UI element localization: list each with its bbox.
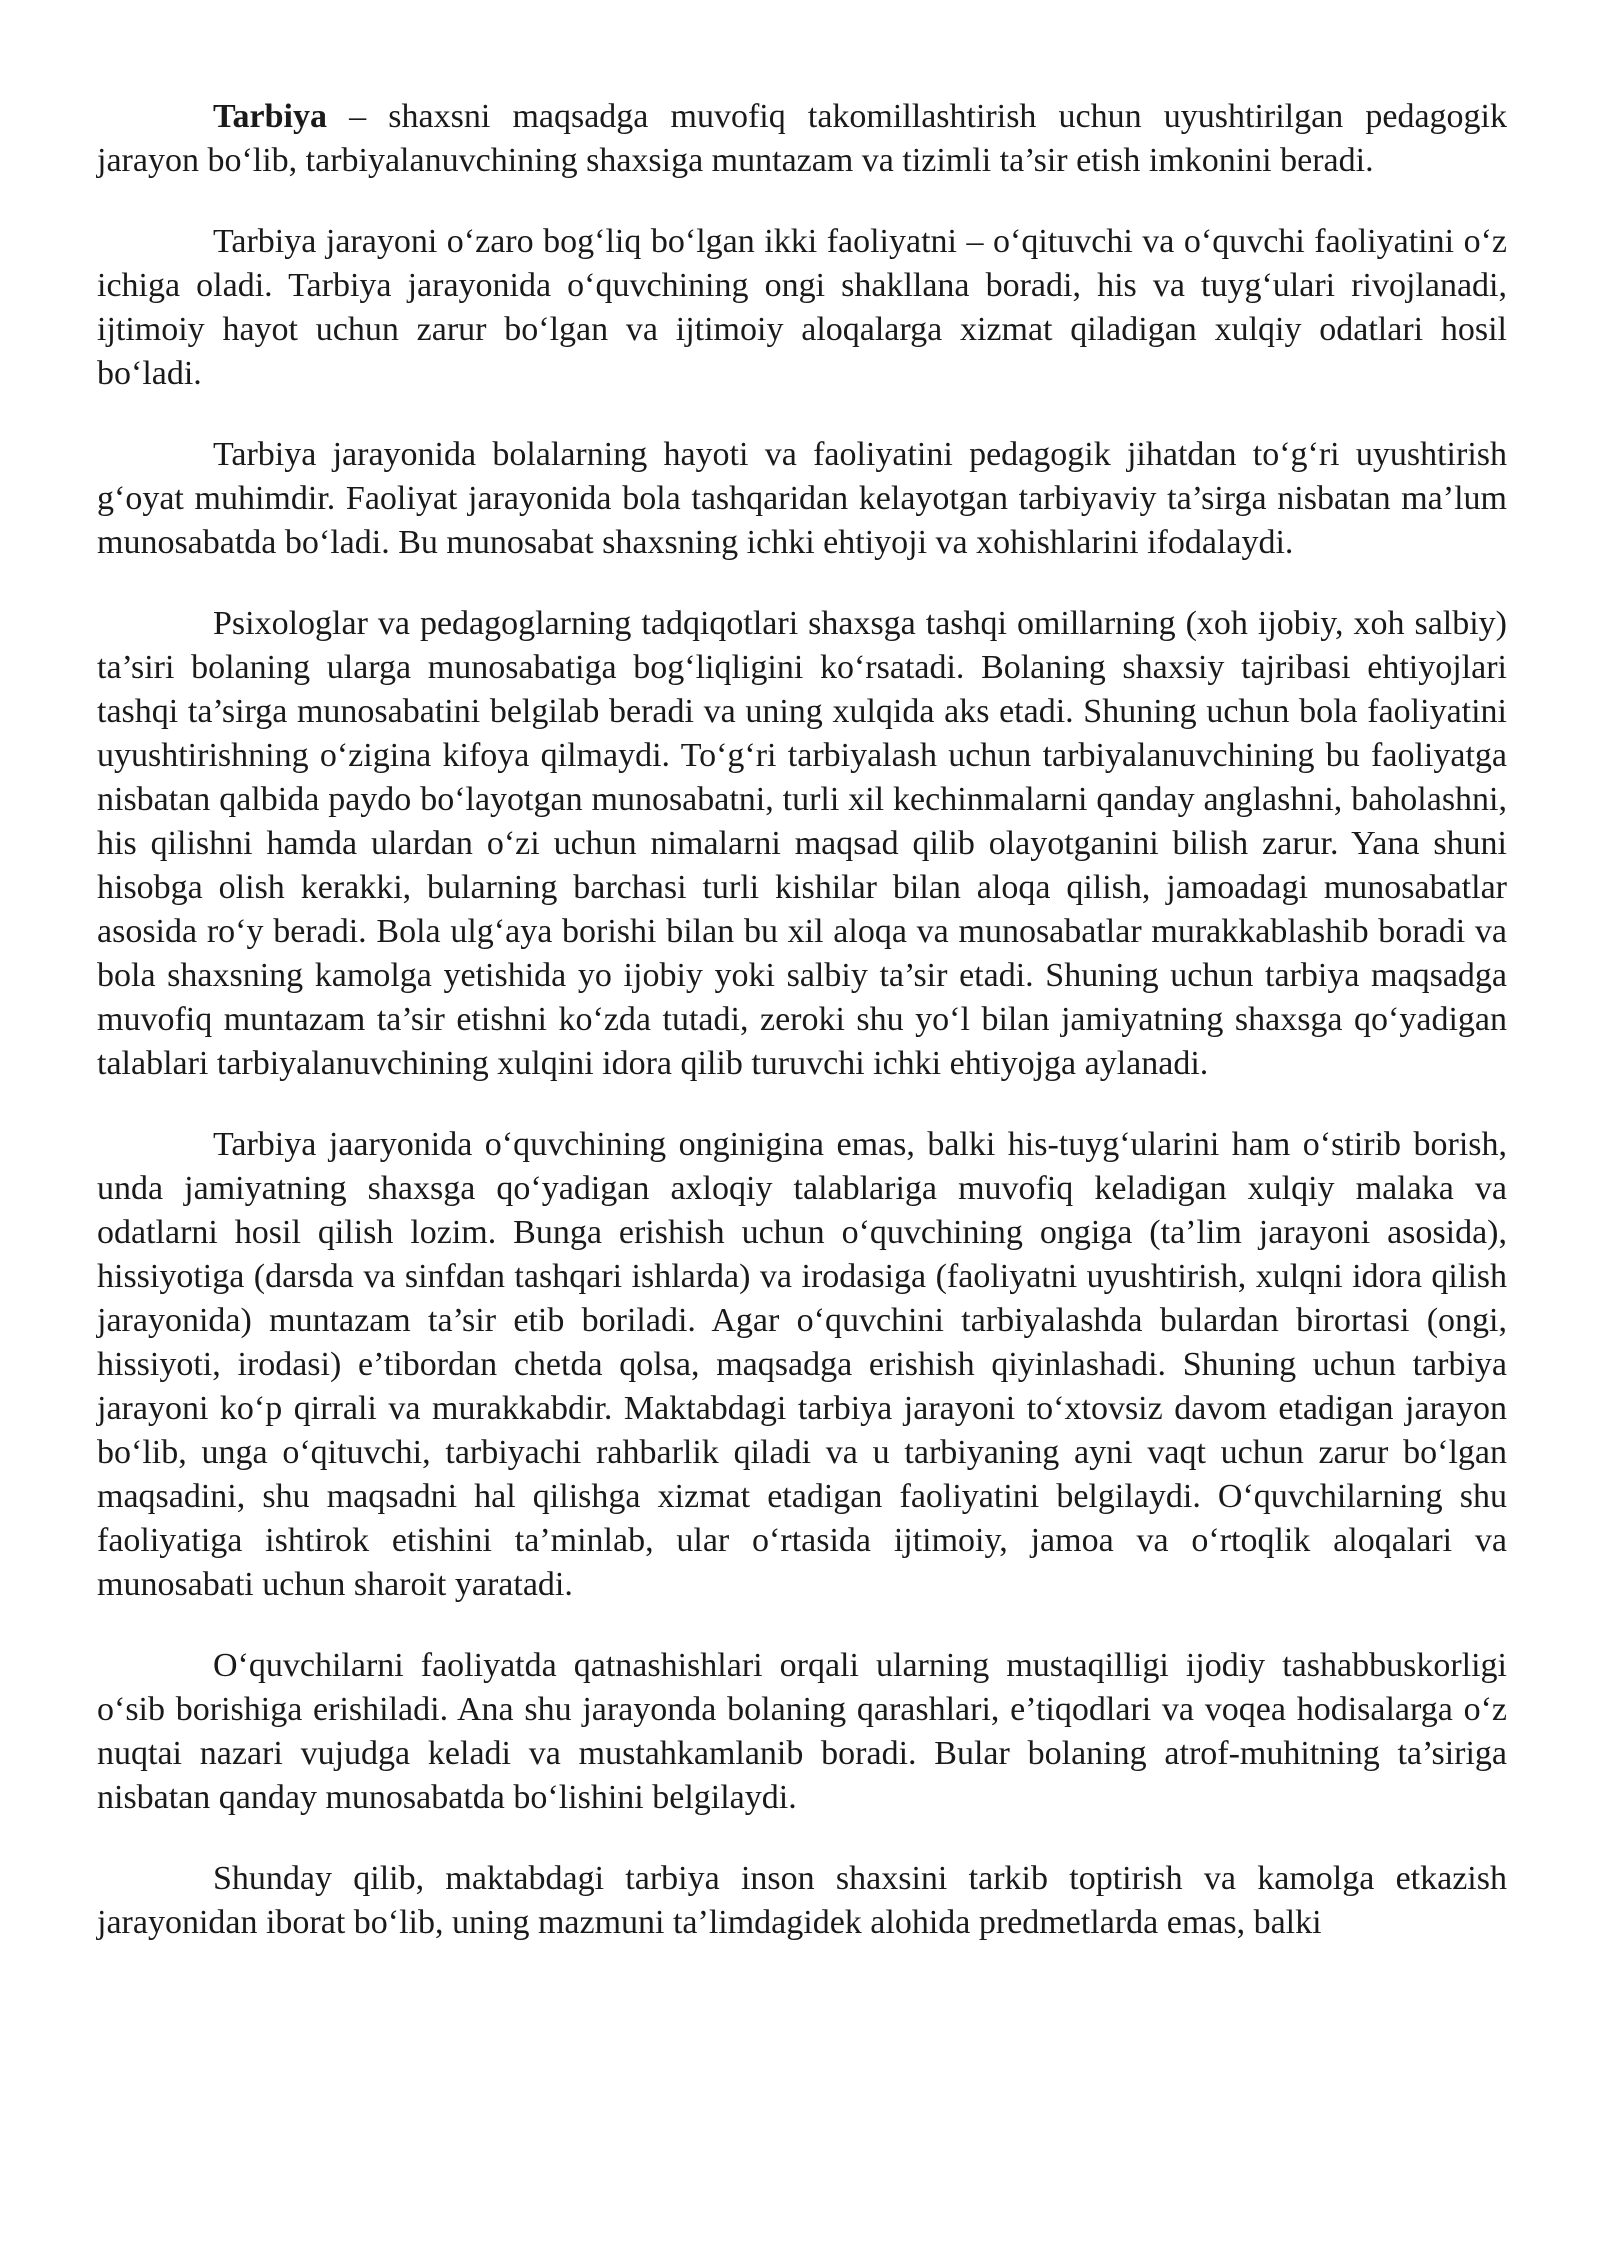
paragraph-5: O‘quvchilarni faoliyatda qatnashishlari orqali ularning mustaqilligi ijodiy tashabbuskorligi o‘sib borishiga erishiladi. Ana shu jarayonda bolaning qarashlari, e’tiqodlari va voqea hodisalarga o‘z nuqtai nazari vujudga keladi va mustahkamlanib boradi. Bular bolaning atrof-muhitning ta’siriga nisbatan qanday munosabatda bo‘lishini belgilaydi. <box>97 1647 1507 1816</box>
term-tarbiya: Tarbiya <box>213 98 328 135</box>
paragraph-1: Tarbiya jarayoni o‘zaro bog‘liq bo‘lgan ikki faoliyatni – o‘qituvchi va o‘quvchi faoliyatini o‘z ichiga oladi. Tarbiya jarayonida o‘quvchining ongi shakllana boradi, his va tuyg‘ulari rivojlanadi, ijtimoiy hayot uchun zarur bo‘lgan va ijtimoiy aloqalarga xizmat qiladigan xulqiy odatlari hosil bo‘ladi. <box>97 223 1507 392</box>
intro-definition: – shaxsni maqsadga muvofiq takomillashtirish uchun uyushtirilgan pedagogik jarayon bo‘lib, tarbiyalanuvchining shaxsiga muntazam va tizimli ta’sir etish imkonini beradi. <box>97 98 1507 179</box>
document-page <box>97 95 1507 1982</box>
paragraph-intro <box>97 95 1507 183</box>
paragraph-4: Tarbiya jaaryonida o‘quvchining onginigina emas, balki his-tuyg‘ularini ham o‘stirib borish, unda jamiyatning shaxsga qo‘yadigan axloqiy talablariga muvofiq keladigan xulqiy malaka va odatlarni hosil qilish lozim. Bunga erishish uchun o‘quvchining ongiga (ta’lim jarayoni asosida), hissiyotiga (darsda va sinfdan tashqari ishlarda) va irodasiga (faoliyatni uyushtirish, xulqni idora qilish jarayonida) muntazam ta’sir etib boriladi. Agar o‘quvchini tarbiyalashda bulardan birortasi (ongi, hissiyoti, irodasi) e’tibordan chetda qolsa, maqsadga erishish qiyinlashadi. Shuning uchun tarbiya jarayoni ko‘p qirrali va murakkabdir. Maktabdagi tarbiya jarayoni to‘xtovsiz davom etadigan jarayon bo‘lib, unga o‘qituvchi, tarbiyachi rahbarlik qiladi va u tarbiyaning ayni vaqt uchun zarur bo‘lgan maqsadini, shu maqsadni hal qilishga xizmat etadigan faoliyatini belgilaydi. O‘quvchilarning shu faoliyatiga ishtirok etishini ta’minlab, ular o‘rtasida ijtimoiy, jamoa va o‘rtoqlik aloqalari va munosabati uchun sharoit yaratadi. <box>97 1126 1507 1603</box>
paragraph-2: Tarbiya jarayonida bolalarning hayoti va faoliyatini pedagogik jihatdan to‘g‘ri uyushtirish g‘oyat muhimdir. Faoliyat jarayonida bola tashqaridan kelayotgan tarbiyaviy ta’sirga nisbatan ma’lum munosabatda bo‘ladi. Bu munosabat shaxsning ichki ehtiyoji va xohishlarini ifodalaydi. <box>97 436 1507 561</box>
paragraph-3: Psixologlar va pedagoglarning tadqiqotlari shaxsga tashqi omillarning (xoh ijobiy, xoh salbiy) ta’siri bolaning ularga munosabatiga bog‘liqligini ko‘rsatadi. Bolaning shaxsiy tajribasi ehtiyojlari tashqi ta’sirga munosabatini belgilab beradi va uning xulqida aks etadi. Shuning uchun bola faoliyatini uyushtirishning o‘zigina kifoya qilmaydi. To‘g‘ri tarbiyalash uchun tarbiyalanuvchining bu faoliyatga nisbatan qalbida paydo bo‘layotgan munosabatni, turli xil kechinmalarni qanday anglashni, baholashni, his qilishni hamda ulardan o‘zi uchun nimalarni maqsad qilib olayotganini bilish zarur. Yana shuni hisobga olish kerakki, bularning barchasi turli kishilar bilan aloqa qilish, jamoadagi munosabatlar asosida ro‘y beradi. Bola ulg‘aya borishi bilan bu xil aloqa va munosabatlar murakkablashib boradi va bola shaxsning kamolga yetishida yo ijobiy yoki salbiy ta’sir etadi. Shuning uchun tarbiya maqsadga muvofiq muntazam ta’sir etishni ko‘zda tutadi, zeroki shu yo‘l bilan jamiyatning shaxsga qo‘yadigan talablari tarbiyalanuvchining xulqini idora qilib turuvchi ichki ehtiyojga aylanadi. <box>97 605 1507 1082</box>
paragraph-6: Shunday qilib, maktabdagi tarbiya inson shaxsini tarkib toptirish va kamolga etkazish jarayonidan iborat bo‘lib, uning mazmuni ta’limdagidek alohida predmetlarda emas, balki <box>97 1860 1507 1941</box>
